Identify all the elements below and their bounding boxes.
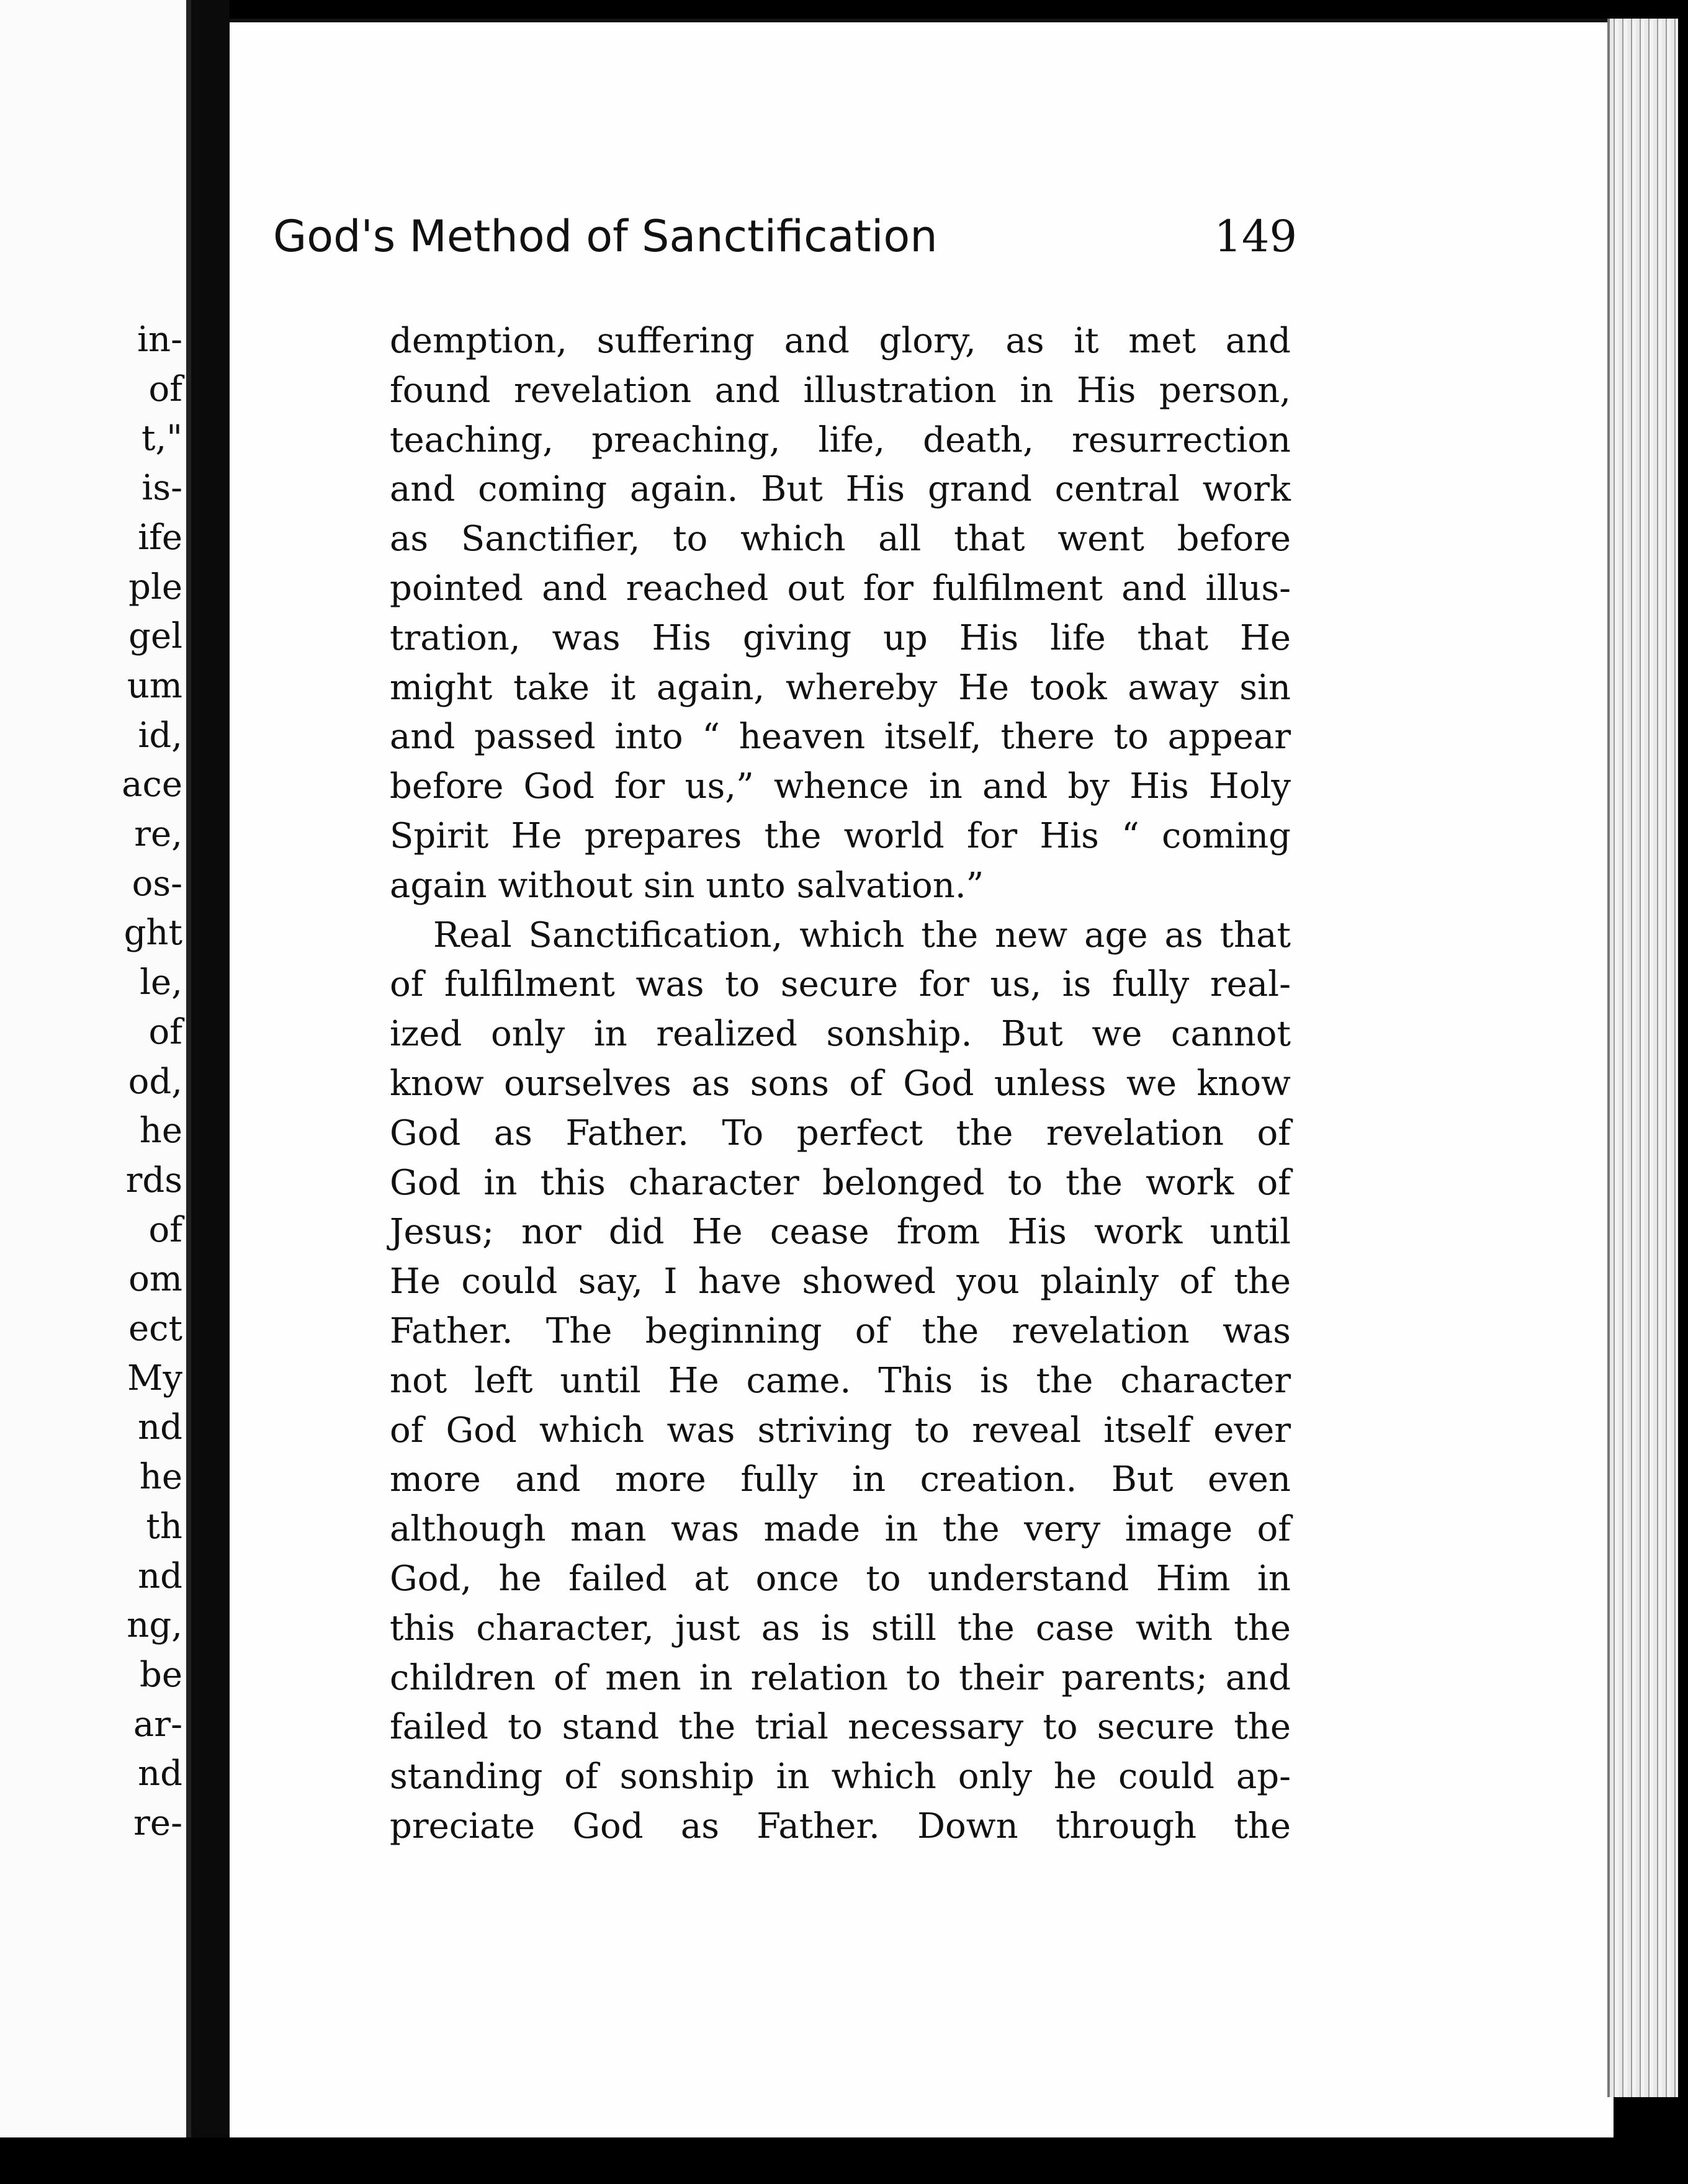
left-fragment: he bbox=[139, 1457, 182, 1498]
text-line: might take it again, whereby He took away sin bbox=[390, 667, 1291, 708]
left-fragment: od, bbox=[128, 1061, 182, 1102]
paragraph-1 bbox=[390, 316, 1291, 911]
page-edge-stack bbox=[1607, 19, 1678, 2097]
left-fragment: of bbox=[148, 369, 182, 410]
left-facing-page bbox=[0, 0, 191, 2137]
left-fragment: t," bbox=[141, 418, 182, 459]
left-fragment: re- bbox=[133, 1803, 182, 1844]
left-fragment: ng, bbox=[127, 1605, 182, 1646]
scan-bottom-border bbox=[0, 2137, 1688, 2184]
left-fragment: of bbox=[148, 1209, 182, 1250]
left-fragment: is- bbox=[141, 468, 182, 509]
text-line: Spirit He prepares the world for His “ coming bbox=[390, 815, 1291, 856]
left-fragment: nd bbox=[138, 1555, 182, 1596]
text-line: failed to stand the trial necessary to secure the bbox=[390, 1707, 1291, 1748]
left-fragment: th bbox=[146, 1506, 182, 1547]
text-line: found revelation and illustration in His person, bbox=[390, 370, 1291, 411]
left-fragment: My bbox=[127, 1358, 182, 1399]
body-text bbox=[390, 316, 1291, 1851]
text-line: not left until He came. This is the character bbox=[390, 1360, 1291, 1401]
page-number: 149 bbox=[1214, 211, 1297, 262]
text-line: standing of sonship in which only he could ap- bbox=[390, 1757, 1291, 1797]
left-fragment: ife bbox=[138, 517, 182, 558]
text-line: God, he failed at once to understand Him in bbox=[390, 1558, 1291, 1599]
left-fragment: ple bbox=[128, 566, 182, 607]
running-head bbox=[273, 211, 1297, 273]
left-fragment: in- bbox=[137, 320, 182, 360]
text-line: and coming again. But His grand central work bbox=[390, 469, 1291, 510]
text-line: God in this character belonged to the work of bbox=[390, 1162, 1291, 1203]
text-line: Jesus; nor did He cease from His work until bbox=[390, 1212, 1291, 1253]
left-fragment: le, bbox=[140, 962, 182, 1003]
left-fragment: um bbox=[127, 665, 182, 706]
text-line: ized only in realized sonship. But we cannot bbox=[390, 1014, 1291, 1055]
left-fragment: re, bbox=[134, 814, 182, 855]
text-line: teaching, preaching, life, death, resurrection bbox=[390, 419, 1291, 460]
left-fragment: om bbox=[128, 1259, 182, 1300]
left-fragment: of bbox=[148, 1011, 182, 1052]
text-line: this character, just as is still the case with the bbox=[390, 1608, 1291, 1649]
left-fragment: ar- bbox=[133, 1704, 182, 1745]
text-line: of fulfilment was to secure for us, is fully real- bbox=[390, 964, 1291, 1005]
text-line: tration, was His giving up His life that He bbox=[390, 617, 1291, 658]
text-line: again without sin unto salvation.” bbox=[390, 865, 984, 906]
text-line: demption, suffering and glory, as it met and bbox=[390, 321, 1291, 361]
text-line: although man was made in the very image of bbox=[390, 1509, 1291, 1550]
left-fragment: ect bbox=[128, 1309, 182, 1349]
left-page-line-fragments bbox=[122, 315, 182, 1848]
text-line: children of men in relation to their parents; and bbox=[390, 1657, 1291, 1698]
text-line: before God for us,” whence in and by His Holy bbox=[390, 766, 1291, 807]
text-line: more and more fully in creation. But even bbox=[390, 1459, 1291, 1500]
text-line: pointed and reached out for fulfilment and illus- bbox=[390, 568, 1291, 609]
text-line: He could say, I have showed you plainly of the bbox=[390, 1261, 1291, 1302]
left-fragment: id, bbox=[138, 715, 182, 756]
left-fragment: he bbox=[139, 1111, 182, 1152]
paragraph-2 bbox=[390, 911, 1291, 1851]
text-line: as Sanctifier, to which all that went before bbox=[390, 519, 1291, 560]
left-fragment: nd bbox=[138, 1407, 182, 1448]
left-fragment: ace bbox=[122, 764, 182, 805]
left-fragment: be bbox=[140, 1654, 182, 1695]
left-fragment: gel bbox=[128, 616, 182, 657]
text-line: and passed into “ heaven itself, there to appear bbox=[390, 717, 1291, 758]
text-line: know ourselves as sons of God unless we know bbox=[390, 1063, 1291, 1104]
text-line: Real Sanctification, which the new age as that bbox=[433, 915, 1291, 956]
text-line: of God which was striving to reveal itself ever bbox=[390, 1410, 1291, 1451]
book-gutter bbox=[191, 0, 230, 2137]
text-line: Father. The beginning of the revelation was bbox=[390, 1310, 1291, 1351]
left-fragment: nd bbox=[138, 1753, 182, 1794]
running-head-title: God's Method of Sanctification bbox=[273, 211, 938, 262]
text-line: preciate God as Father. Down through the bbox=[390, 1806, 1291, 1846]
left-fragment: ght bbox=[123, 913, 182, 954]
text-line: God as Father. To perfect the revelation of bbox=[390, 1112, 1291, 1153]
left-fragment: rds bbox=[125, 1160, 182, 1201]
left-fragment: os- bbox=[132, 863, 182, 904]
